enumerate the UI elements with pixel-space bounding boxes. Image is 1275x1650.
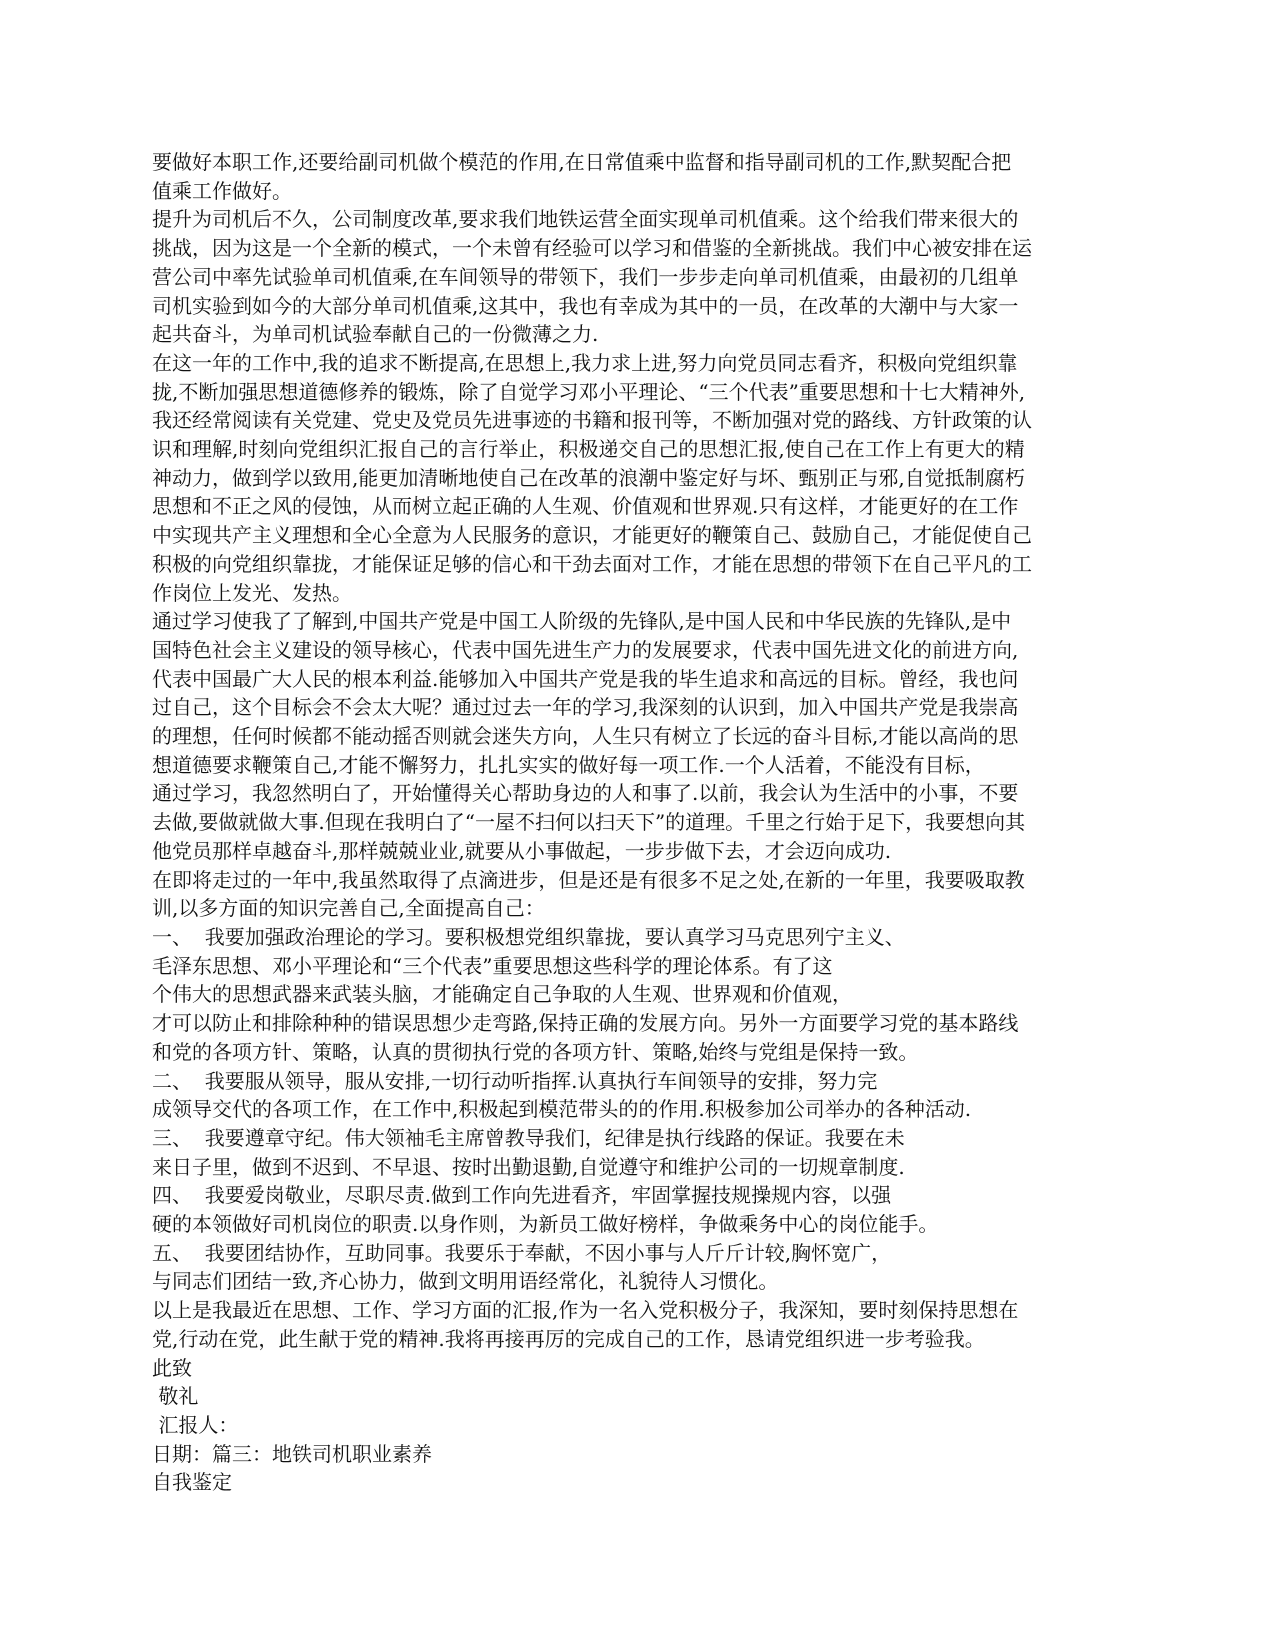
date-line: 日期：篇三：地铁司机职业素养 bbox=[152, 1441, 432, 1466]
text-line: 的理想，任何时候都不能动摇否则就会迷失方向，人生只有树立了长远的奋斗目标,才能以高尚的思 bbox=[152, 724, 1019, 749]
text-line: 在这一年的工作中,我的追求不断提高,在思想上,我力求上进,努力向党员同志看齐，积极向党组织靠 bbox=[152, 350, 1018, 375]
text-line: 与同志们团结一致,齐心协力，做到文明用语经常化，礼貌待人习惯化。 bbox=[152, 1269, 779, 1294]
text-line: 成领导交代的各项工作，在工作中,积极起到模范带头的的作用.积极参加公司举办的各种活动. bbox=[152, 1097, 972, 1122]
text-line: 司机实验到如今的大部分单司机值乘,这其中，我也有幸成为其中的一员，在改革的大潮中与大家一 bbox=[152, 293, 1019, 318]
text-line: 以上是我最近在思想、工作、学习方面的汇报,作为一名入党积极分子，我深知，要时刻保持思想在 bbox=[152, 1298, 1019, 1323]
text-line: 训,以多方面的知识完善自己,全面提高自己： bbox=[152, 896, 545, 921]
text-line: 中实现共产主义理想和全心全意为人民服务的意识，才能更好的鞭策自己、鼓励自己，才能促使自己 bbox=[152, 523, 1032, 548]
text-line: 国特色社会主义建设的领导核心，代表中国先进生产力的发展要求，代表中国先进文化的前进方向, bbox=[152, 637, 1019, 662]
text-line: 毛泽东思想、邓小平理论和“三个代表”重要思想这些科学的理论体系。有了这 bbox=[152, 953, 833, 978]
section-title: 自我鉴定 bbox=[152, 1470, 232, 1495]
salutation: 敬礼 bbox=[152, 1384, 199, 1409]
text-line: 神动力，做到学以致用,能更加清晰地使自己在改革的浪潮中鉴定好与坏、甄别正与邪,自觉抵制腐朽 bbox=[152, 465, 1025, 490]
text-line: 硬的本领做好司机岗位的职责.以身作则，为新员工做好榜样，争做乘务中心的岗位能手。 bbox=[152, 1212, 939, 1237]
text-line: 想道德要求鞭策自己,才能不懈努力，扎扎实实的做好每一项工作.一个人活着，不能没有目标， bbox=[152, 752, 985, 777]
text-line: 来日子里，做到不迟到、不早退、按时出勤退勤,自觉遵守和维护公司的一切规章制度. bbox=[152, 1154, 905, 1179]
text-line: 二、 我要服从领导，服从安排,一切行动听指挥.认真执行车间领导的安排，努力完 bbox=[152, 1068, 878, 1093]
text-line: 通过学习，我忽然明白了，开始懂得关心帮助身边的人和事了.以前，我会认为生活中的小事，不要 bbox=[152, 781, 1019, 806]
text-line: 党,行动在党，此生献于党的精神.我将再接再厉的完成自己的工作，恳请党组织进一步考验我。 bbox=[152, 1326, 985, 1351]
closing-phrase: 此致 bbox=[152, 1355, 192, 1380]
text-line: 他党员那样卓越奋斗,那样兢兢业业,就要从小事做起，一步步做下去，才会迈向成功. bbox=[152, 838, 892, 863]
text-line: 拢,不断加强思想道德修养的锻炼，除了自觉学习邓小平理论、“三个代表”重要思想和十七大精神外, bbox=[152, 379, 1026, 404]
text-line: 值乘工作做好。 bbox=[152, 178, 292, 203]
text-line: 四、 我要爱岗敬业，尽职尽责.做到工作向先进看齐，牢固掌握技规操规内容，以强 bbox=[152, 1183, 892, 1208]
text-line: 去做,要做就做大事.但现在我明白了“一屋不扫何以扫天下”的道理。千里之行始于足下，我要想向其 bbox=[152, 810, 1026, 835]
text-line: 要做好本职工作,还要给副司机做个模范的作用,在日常值乘中监督和指导副司机的工作,默契配合把 bbox=[152, 150, 1012, 174]
text-line: 才可以防止和排除种种的错误思想少走弯路,保持正确的发展方向。另外一方面要学习党的基本路线 bbox=[152, 1011, 1019, 1036]
text-line: 挑战，因为这是一个全新的模式，一个未曾有经验可以学习和借鉴的全新挑战。我们中心被安排在运 bbox=[152, 236, 1032, 261]
text-line: 一、 我要加强政治理论的学习。要积极想党组织靠拢，要认真学习马克思列宁主义、 bbox=[152, 924, 905, 949]
text-line: 作岗位上发光、发热。 bbox=[152, 580, 352, 605]
text-line: 营公司中率先试验单司机值乘,在车间领导的带领下，我们一步步走向单司机值乘，由最初的几组单 bbox=[152, 264, 1019, 289]
text-line: 三、 我要遵章守纪。伟大领袖毛主席曾教导我们，纪律是执行线路的保证。我要在未 bbox=[152, 1125, 905, 1150]
text-line: 思想和不正之风的侵蚀，从而树立起正确的人生观、价值观和世界观.只有这样，才能更好的在工作 bbox=[152, 494, 1019, 519]
text-line: 过自己，这个目标会不会太大呢？通过过去一年的学习,我深刻的认识到，加入中国共产党是我崇高 bbox=[152, 695, 1019, 720]
text-line: 积极的向党组织靠拢，才能保证足够的信心和干劲去面对工作，才能在思想的带领下在自己平凡的工 bbox=[152, 551, 1032, 576]
text-line: 和党的各项方针、策略，认真的贯彻执行党的各项方针、策略,始终与党组是保持一致。 bbox=[152, 1039, 919, 1064]
text-line: 通过学习使我了了解到,中国共产党是中国工人阶级的先锋队,是中国人民和中华民族的先锋队,是中 bbox=[152, 609, 1012, 634]
text-line: 在即将走过的一年中,我虽然取得了点滴进步，但是还是有很多不足之处,在新的一年里，我要吸取教 bbox=[152, 867, 1025, 892]
text-line: 起共奋斗，为单司机试验奉献自己的一份微薄之力. bbox=[152, 322, 599, 347]
text-line: 提升为司机后不久，公司制度改革,要求我们地铁运营全面实现单司机值乘。这个给我们带来很大的 bbox=[152, 207, 1019, 232]
text-line: 识和理解,时刻向党组织汇报自己的言行举止，积极递交自己的思想汇报,使自己在工作上有更大的精 bbox=[152, 437, 1025, 462]
reporter-label: 汇报人： bbox=[152, 1412, 239, 1437]
text-line: 我还经常阅读有关党建、党史及党员先进事迹的书籍和报刊等，不断加强对党的路线、方针政策的认 bbox=[152, 408, 1032, 433]
text-line: 个伟大的思想武器来武装头脑，才能确定自己争取的人生观、世界观和价值观， bbox=[152, 982, 852, 1007]
document-body bbox=[152, 148, 1127, 1497]
text-line: 五、 我要团结协作，互助同事。我要乐于奉献，不因小事与人斤斤计较,胸怀宽广， bbox=[152, 1240, 892, 1265]
text-line: 代表中国最广大人民的根本利益.能够加入中国共产党是我的毕生追求和高远的目标。曾经，我也问 bbox=[152, 666, 1019, 691]
